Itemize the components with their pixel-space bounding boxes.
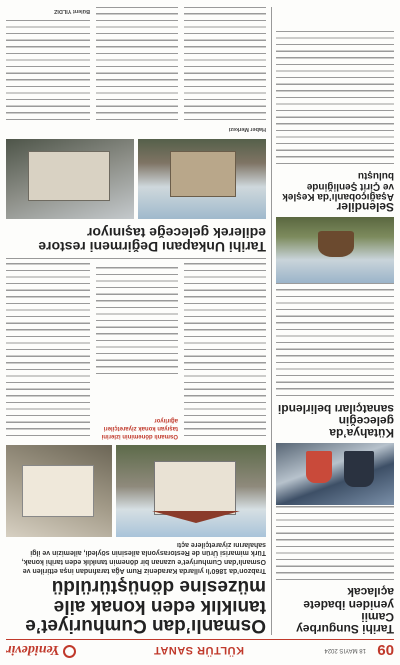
text-block (184, 263, 266, 439)
interior-photo (6, 445, 112, 537)
photo-window (22, 465, 94, 517)
photo-building (154, 461, 236, 515)
text-block (184, 7, 266, 123)
side-bottom-headline-line: Selendiler (336, 200, 394, 214)
side-bottom-headline (276, 170, 394, 213)
second-body (6, 7, 266, 123)
side-top-headline-line: Tarihi Sungurbey Camii (296, 609, 394, 636)
festival-photo (276, 217, 394, 283)
side-bottom-story (276, 27, 394, 213)
photo-figure (344, 451, 374, 487)
side-bottom-headline-line: ve Çirit Şenliğinde buluştu (306, 170, 394, 192)
masthead (6, 639, 394, 660)
side-column (276, 485, 394, 635)
photo-figure (306, 451, 332, 483)
second-headline (6, 225, 266, 254)
second-headline-line: Tarihi Unkapanı Değirmeni restore (38, 239, 266, 255)
editor-byline: Bülent YILDIZ (54, 8, 90, 14)
side-bottom-headline-line: Aşağıçobanlı’da Keşlek (282, 190, 394, 202)
side-mid-headline-line: Kütahya’da geleceğin (329, 413, 394, 440)
brand-logo (6, 641, 76, 658)
section-title: KÜLTÜR SANAT (153, 644, 244, 656)
text-block (6, 19, 90, 123)
main-headline (6, 577, 266, 635)
main-deck: Trabzon’da 1860’lı yıllarda Karadeniz Rum Ağa tarafından inşa ettirilen ve Osmanlı’dan Cumhuriyet’e uzanan bir dönemin tanıklık eden tarihi konak, Türk mimarisi Ürün de Restorasyonla ailesinin söyledi, ailemizin ve ilgi sahalarını ziyaretçilere açtı (21, 540, 266, 574)
pull-quote (96, 379, 178, 439)
photo-wall (28, 151, 110, 201)
mill-detail-photo (6, 139, 134, 219)
text-block (276, 27, 394, 167)
second-headline-line: edilerek geleceğe taşınıyor (87, 224, 266, 241)
photo-roof (152, 511, 240, 523)
second-story (6, 225, 266, 254)
mill-photo (138, 139, 266, 219)
main-headline-line: müzesine dönüştürüldü (51, 576, 266, 598)
side-top-headline (276, 586, 394, 635)
page-date: 18 MAYIS 2024 (324, 647, 366, 653)
page-number: 09 (377, 641, 394, 658)
pull-quote-text: Osmanlı döneminin izlerini taşıyan konak ziyaretçileri ağırlıyor (101, 417, 178, 439)
main-headline-line: tanıklık eden konak aile (53, 595, 266, 617)
main-headline-line: Osmanlı’dan Cumhuriyet’e (25, 615, 266, 636)
side-mid-headline (276, 402, 394, 439)
photo-mill (170, 151, 236, 197)
side-mid-headline-line: sanatçıları belirlendi (277, 401, 394, 416)
story-divider (6, 258, 266, 259)
text-block (6, 263, 90, 439)
column-divider (271, 7, 272, 635)
photo-horse (318, 231, 354, 257)
brand-name: Yenidevir (6, 642, 60, 657)
main-story (6, 539, 266, 635)
brand-circle-icon (63, 645, 76, 658)
text-block (276, 279, 394, 399)
mansion-photo (116, 445, 266, 537)
artisans-photo (276, 443, 394, 505)
second-byline: Haber Merkezi (228, 126, 266, 132)
side-top-headline-line: yeniden ibadete açılacak (303, 585, 394, 612)
text-block (96, 263, 178, 377)
text-block (96, 7, 178, 123)
main-body (6, 263, 266, 439)
side-mid-story (276, 279, 394, 439)
